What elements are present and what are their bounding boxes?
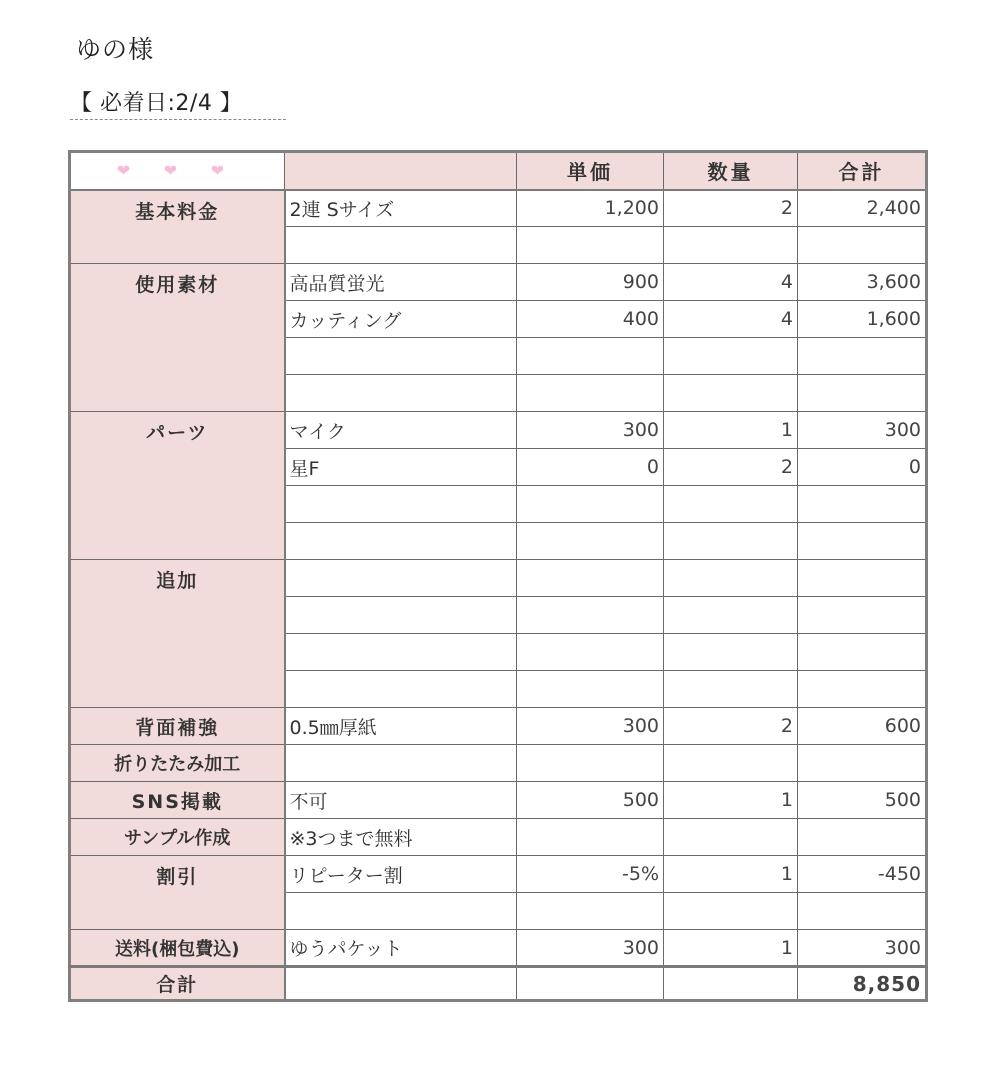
unit-price-cell[interactable]: -5% [517,856,664,893]
quantity-cell[interactable]: 1 [664,782,798,819]
item-cell[interactable]: 2連 Sサイズ [285,190,517,227]
quantity-cell[interactable]: 4 [664,264,798,301]
quantity-cell[interactable]: 1 [664,930,798,967]
quantity-cell[interactable] [664,597,798,634]
quantity-cell[interactable]: 4 [664,301,798,338]
unit-price-cell[interactable] [517,338,664,375]
total-cell[interactable] [798,486,927,523]
quantity-cell[interactable] [664,227,798,264]
unit-price-cell[interactable]: 500 [517,782,664,819]
total-cell[interactable]: 2,400 [798,190,927,227]
table-row [70,560,927,597]
grand-total-value: 8,850 [798,967,927,1001]
item-cell[interactable]: 不可 [285,782,517,819]
category-basic-fee: 基本料金 [70,190,285,264]
item-cell[interactable]: マイク [285,412,517,449]
unit-price-cell[interactable] [517,745,664,782]
item-cell[interactable]: 0.5㎜厚紙 [285,708,517,745]
item-cell[interactable]: リピーター割 [285,856,517,893]
item-cell[interactable] [285,486,517,523]
column-header-quantity: 数量 [664,152,798,190]
item-cell[interactable] [285,745,517,782]
quantity-cell[interactable] [664,375,798,412]
quantity-cell[interactable]: 2 [664,449,798,486]
category-discount: 割引 [70,856,285,930]
total-cell[interactable] [798,560,927,597]
total-cell[interactable] [798,745,927,782]
quantity-cell[interactable]: 1 [664,856,798,893]
category-folding: 折りたたみ加工 [70,745,285,782]
total-cell[interactable] [798,597,927,634]
total-cell[interactable] [798,375,927,412]
unit-price-cell [517,967,664,1001]
total-cell[interactable]: 600 [798,708,927,745]
quantity-cell[interactable] [664,523,798,560]
item-cell[interactable] [285,375,517,412]
column-header-item [285,152,517,190]
total-cell[interactable]: 500 [798,782,927,819]
total-cell[interactable] [798,523,927,560]
unit-price-cell[interactable]: 400 [517,301,664,338]
item-cell[interactable]: ゆうパケット [285,930,517,967]
item-cell[interactable] [285,523,517,560]
quantity-cell[interactable] [664,819,798,856]
category-sns: SNS掲載 [70,782,285,819]
table-row [70,745,927,782]
item-cell[interactable] [285,597,517,634]
table-row [70,412,927,449]
unit-price-cell[interactable] [517,819,664,856]
item-cell[interactable] [285,560,517,597]
table-row [70,856,927,893]
total-cell[interactable]: 3,600 [798,264,927,301]
table-row [70,708,927,745]
quantity-cell[interactable] [664,671,798,708]
unit-price-cell[interactable] [517,671,664,708]
total-cell[interactable]: 300 [798,412,927,449]
unit-price-cell[interactable] [517,597,664,634]
table-row [70,930,927,967]
table-row [70,264,927,301]
unit-price-cell[interactable] [517,227,664,264]
estimate-table [68,150,928,1002]
customer-name: ゆの様 [76,35,155,64]
quantity-cell[interactable]: 2 [664,708,798,745]
total-cell[interactable] [798,671,927,708]
hearts-decoration-icon: ❤ ❤ ❤ [70,152,285,190]
unit-price-cell[interactable]: 300 [517,708,664,745]
table-row [70,190,927,227]
column-header-total: 合計 [798,152,927,190]
item-cell[interactable] [285,671,517,708]
grand-total-label: 合計 [70,967,285,1001]
total-cell[interactable] [798,819,927,856]
unit-price-cell[interactable]: 300 [517,930,664,967]
category-materials: 使用素材 [70,264,285,412]
quantity-cell[interactable]: 1 [664,412,798,449]
total-cell[interactable] [798,227,927,264]
unit-price-cell[interactable] [517,523,664,560]
unit-price-cell[interactable]: 900 [517,264,664,301]
total-cell[interactable]: -450 [798,856,927,893]
total-cell[interactable]: 0 [798,449,927,486]
header-row [70,152,927,190]
total-cell[interactable]: 300 [798,930,927,967]
unit-price-cell[interactable] [517,634,664,671]
category-shipping: 送料(梱包費込) [70,930,285,967]
unit-price-cell[interactable] [517,486,664,523]
item-cell[interactable] [285,634,517,671]
item-cell[interactable]: ※3つまで無料 [285,819,517,856]
unit-price-cell[interactable] [517,560,664,597]
quantity-cell[interactable] [664,560,798,597]
category-parts: パーツ [70,412,285,560]
unit-price-cell[interactable]: 0 [517,449,664,486]
total-cell[interactable] [798,634,927,671]
category-additional: 追加 [70,560,285,708]
table-row [70,819,927,856]
total-cell[interactable] [798,338,927,375]
category-sample: サンプル作成 [70,819,285,856]
unit-price-cell[interactable] [517,375,664,412]
item-cell[interactable] [285,893,517,930]
unit-price-cell[interactable]: 1,200 [517,190,664,227]
total-cell[interactable]: 1,600 [798,301,927,338]
item-cell[interactable] [285,338,517,375]
quantity-cell[interactable] [664,893,798,930]
grand-total-row [70,967,927,1001]
unit-price-cell[interactable]: 300 [517,412,664,449]
quantity-cell[interactable] [664,745,798,782]
item-cell[interactable] [285,227,517,264]
total-cell[interactable] [798,893,927,930]
item-cell[interactable]: カッティング [285,301,517,338]
due-date: 【 必着日:2/4 】 [70,86,286,120]
quantity-cell[interactable] [664,338,798,375]
column-header-unit-price: 単価 [517,152,664,190]
table-row [70,782,927,819]
item-cell[interactable]: 星F [285,449,517,486]
item-cell[interactable]: 高品質蛍光 [285,264,517,301]
quantity-cell [664,967,798,1001]
item-cell [285,967,517,1001]
category-back-reinforcement: 背面補強 [70,708,285,745]
quantity-cell[interactable]: 2 [664,190,798,227]
unit-price-cell[interactable] [517,893,664,930]
quantity-cell[interactable] [664,634,798,671]
quantity-cell[interactable] [664,486,798,523]
